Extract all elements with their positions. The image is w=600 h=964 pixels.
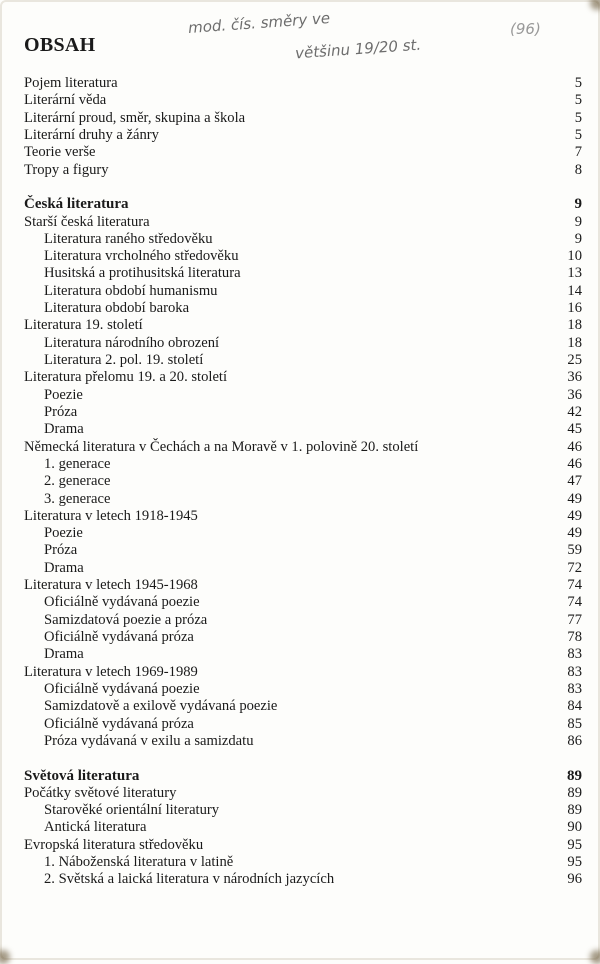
toc-entry [24, 577, 582, 594]
toc-entry [24, 698, 582, 715]
toc-entry-page: 46 [567, 455, 582, 472]
toc-entry-page: 49 [567, 525, 582, 542]
toc-entry-page: 47 [567, 473, 582, 490]
toc-entry-label: Drama [44, 421, 84, 438]
toc-entry-page: 95 [567, 854, 582, 871]
toc-entry-page: 89 [567, 784, 582, 801]
toc-entry [24, 127, 582, 144]
toc-entry [24, 404, 582, 421]
toc-entry [24, 525, 582, 542]
section-gap [24, 179, 582, 196]
toc-entry-label: Německá literatura v Čechách a na Moravě v 1. polovině 20. století [24, 438, 419, 455]
toc-entry-label: Literární proud, směr, skupina a škola [24, 109, 246, 126]
toc-entry [24, 629, 582, 646]
toc-entry-page: 42 [567, 403, 582, 420]
toc-section-heading [24, 768, 582, 785]
toc-entry [24, 421, 582, 438]
toc-entry [24, 300, 582, 317]
toc-entry-label: Světová literatura [24, 767, 140, 784]
toc-entry-page: 46 [567, 438, 582, 455]
toc-entry-page: 16 [567, 300, 582, 317]
toc-entry-label: Próza vydávaná v exilu a samizdatu [44, 732, 254, 749]
toc-entry-label: Poezie [44, 525, 83, 542]
toc-entry-page: 90 [567, 819, 582, 836]
toc-entry [24, 612, 582, 629]
toc-entry-label: Oficiálně vydávaná próza [44, 715, 194, 732]
toc-entry-page: 13 [567, 265, 582, 282]
toc-entry [24, 231, 582, 248]
toc-entry [24, 491, 582, 508]
toc-entry-label: Česká literatura [24, 196, 129, 213]
toc-entry-label: Literatura v letech 1969-1989 [24, 663, 198, 680]
toc-entry [24, 335, 582, 352]
toc-entry-label: Samizdatová poezie a próza [44, 611, 208, 628]
toc-entry-page: 89 [567, 802, 582, 819]
toc-entry-label: Literatura 19. století [24, 317, 143, 334]
toc-entry-page: 5 [574, 92, 582, 109]
toc-entry-page: 8 [574, 161, 582, 178]
toc-entry-label: Oficiálně vydávaná poezie [44, 680, 200, 697]
toc-entry-page: 72 [567, 559, 582, 576]
toc-entry [24, 646, 582, 663]
toc-entry-page: 45 [567, 421, 582, 438]
toc-entry [24, 837, 582, 854]
toc-entry-page: 49 [567, 507, 582, 524]
toc-entry [24, 819, 582, 836]
toc-entry [24, 508, 582, 525]
toc-entry [24, 785, 582, 802]
toc-entry-label: Husitská a protihusitská literatura [44, 265, 241, 282]
page-corner-wear [0, 950, 10, 964]
toc-entry [24, 369, 582, 386]
toc-entry-page: 5 [574, 126, 582, 143]
toc-entry-label: Literatura 2. pol. 19. století [44, 352, 204, 368]
toc-entry [24, 594, 582, 611]
toc-entry-page: 36 [567, 369, 582, 386]
toc-entry [24, 92, 582, 109]
toc-entry-label: Oficiálně vydávaná poezie [44, 594, 200, 611]
toc-entry-page: 18 [567, 334, 582, 351]
toc-entry-label: 1. Náboženská literatura v latině [44, 854, 234, 871]
toc-entry-page: 9 [574, 196, 582, 213]
toc-entry-label: Literární věda [24, 92, 107, 109]
toc-entry [24, 265, 582, 282]
toc-entry [24, 162, 582, 179]
toc-entry [24, 456, 582, 473]
handwritten-page-note: (96) [510, 20, 541, 38]
toc-entry [24, 214, 582, 231]
toc-entry-label: Literatura období humanismu [44, 282, 218, 299]
toc-entry-label: Literární druhy a žánry [24, 126, 159, 143]
toc-entry [24, 248, 582, 265]
toc-entry-label: Literatura raného středověku [44, 230, 213, 247]
toc-entry-label: 2. generace [44, 473, 111, 490]
toc-entry-page: 9 [574, 230, 582, 247]
toc-entry-page: 89 [567, 767, 582, 784]
toc-entry [24, 283, 582, 300]
toc-entry-page: 77 [567, 611, 582, 628]
toc-entry-label: Starší česká literatura [24, 213, 150, 230]
table-of-contents [24, 75, 582, 889]
toc-entry [24, 716, 582, 733]
toc-entry-page: 78 [567, 629, 582, 645]
toc-entry [24, 439, 582, 456]
toc-entry [24, 681, 582, 698]
toc-entry-label: Oficiálně vydávaná próza [44, 629, 194, 645]
toc-entry-page: 74 [567, 594, 582, 611]
toc-entry-page: 95 [567, 836, 582, 853]
toc-entry [24, 664, 582, 681]
toc-entry-label: Starověké orientální literatury [44, 802, 220, 819]
handwritten-note-line-1: mod. čís. směry ve [187, 9, 331, 37]
toc-entry-label: Literatura období baroka [44, 300, 190, 317]
toc-entry [24, 560, 582, 577]
toc-entry-label: Teorie verše [24, 144, 96, 161]
toc-entry-page: 10 [567, 248, 582, 265]
toc-entry-label: Drama [44, 559, 84, 576]
page-corner-wear [590, 0, 600, 10]
toc-entry-label: Poezie [44, 386, 83, 403]
toc-section-heading [24, 196, 582, 213]
handwritten-note-line-2: většinu 19/20 st. [294, 35, 422, 63]
toc-entry-label: Literatura přelomu 19. a 20. století [24, 369, 228, 386]
toc-entry-page: 59 [567, 542, 582, 559]
toc-entry-page: 25 [567, 352, 582, 368]
toc-entry-page: 9 [574, 213, 582, 230]
toc-entry [24, 733, 582, 750]
toc-entry-page: 85 [567, 715, 582, 732]
toc-entry [24, 317, 582, 334]
toc-entry [24, 110, 582, 127]
toc-entry [24, 802, 582, 819]
toc-entry-label: Pojem literatura [24, 75, 118, 91]
toc-entry-label: Tropy a figury [24, 161, 109, 178]
toc-entry-label: 2. Světská a laická literatura v národních jazycích [44, 871, 335, 888]
toc-entry-page: 96 [567, 871, 582, 888]
page-title: OBSAH [24, 34, 96, 56]
toc-entry [24, 542, 582, 559]
toc-entry-label: Antická literatura [44, 819, 147, 836]
toc-entry-page: 86 [567, 732, 582, 749]
toc-entry-label: Literatura vrcholného středověku [44, 248, 239, 265]
toc-entry [24, 352, 582, 369]
toc-entry [24, 75, 582, 92]
toc-entry-page: 14 [567, 282, 582, 299]
toc-entry [24, 854, 582, 871]
toc-entry-label: Drama [44, 646, 84, 663]
toc-entry-label: Próza [44, 542, 78, 559]
toc-entry-page: 83 [567, 646, 582, 663]
toc-entry-page: 83 [567, 680, 582, 697]
toc-entry-page: 5 [574, 75, 582, 91]
toc-entry [24, 144, 582, 161]
toc-entry-label: Literatura národního obrození [44, 334, 220, 351]
toc-entry [24, 871, 582, 888]
toc-entry [24, 387, 582, 404]
toc-entry-page: 18 [567, 317, 582, 334]
toc-entry-page: 83 [567, 663, 582, 680]
toc-entry-label: Počátky světové literatury [24, 784, 177, 801]
toc-entry [24, 473, 582, 490]
toc-entry-label: Literatura v letech 1918-1945 [24, 507, 198, 524]
toc-entry-page: 84 [567, 698, 582, 715]
toc-entry-page: 74 [567, 577, 582, 594]
toc-entry-page: 5 [574, 109, 582, 126]
toc-entry-label: Próza [44, 403, 78, 420]
toc-entry-label: 3. generace [44, 490, 111, 507]
section-gap [24, 750, 582, 767]
toc-entry-label: Samizdatově a exilově vydávaná poezie [44, 698, 278, 715]
page-corner-wear [590, 950, 600, 964]
toc-entry-label: Literatura v letech 1945-1968 [24, 577, 198, 594]
toc-entry-page: 7 [574, 144, 582, 161]
toc-entry-page: 36 [567, 386, 582, 403]
toc-entry-label: 1. generace [44, 455, 111, 472]
toc-entry-label: Evropská literatura středověku [24, 836, 204, 853]
toc-entry-page: 49 [567, 490, 582, 507]
